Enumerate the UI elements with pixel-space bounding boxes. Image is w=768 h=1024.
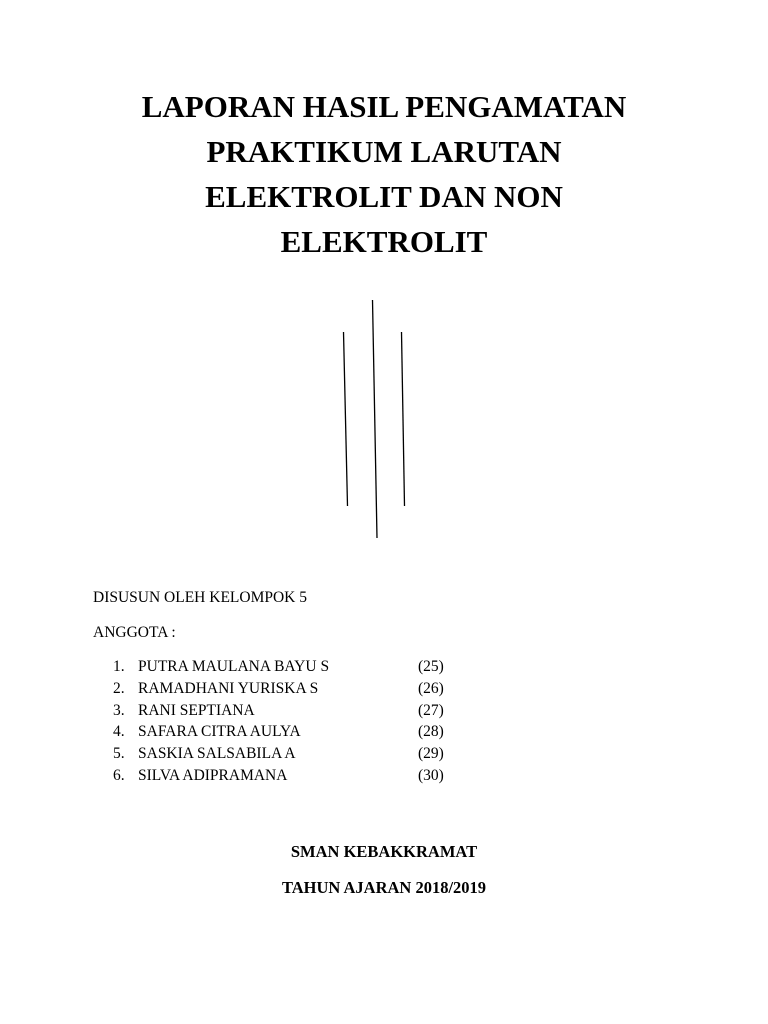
- member-code: (30): [418, 766, 444, 784]
- decor-line-left: [344, 332, 348, 506]
- member-code: (29): [418, 745, 444, 763]
- academic-year: TAHUN AJARAN 2018/2019: [281, 878, 487, 897]
- member-number: 2.: [113, 679, 125, 697]
- member-number: 4.: [113, 723, 125, 741]
- member-name: SAFARA CITRA AULYA: [138, 723, 301, 741]
- report-title: [0, 84, 768, 264]
- member-number: 3.: [113, 701, 125, 719]
- title-line-3: ELEKTROLIT DAN NON: [205, 179, 563, 214]
- member-name: RAMADHANI YURISKA S: [138, 679, 319, 697]
- member-code: (28): [418, 723, 444, 741]
- member-row: [113, 656, 473, 678]
- member-name: RANI SEPTIANA: [138, 701, 255, 719]
- member-name: SILVA ADIPRAMANA: [138, 766, 288, 784]
- member-number: 6.: [113, 766, 125, 784]
- member-row: [113, 765, 473, 787]
- member-code: (25): [418, 658, 444, 675]
- member-number: 5.: [113, 745, 125, 763]
- member-number: 1.: [113, 658, 125, 675]
- decor-line-right: [402, 332, 405, 506]
- member-row: [113, 700, 473, 722]
- school-name: SMAN KEBAKKRAMAT: [290, 842, 478, 861]
- title-line-1: LAPORAN HASIL PENGAMATAN: [141, 89, 627, 124]
- member-row: [113, 743, 473, 765]
- member-list: [113, 656, 473, 787]
- title-line-2: PRAKTIKUM LARUTAN: [206, 134, 562, 169]
- author-line: DISUSUN OLEH KELOMPOK 5: [93, 589, 307, 606]
- member-code: (26): [418, 679, 444, 697]
- member-row: [113, 678, 473, 700]
- title-line-4: ELEKTROLIT: [280, 224, 488, 259]
- decor-line-center: [373, 300, 378, 538]
- member-name: PUTRA MAULANA BAYU S: [138, 658, 330, 675]
- members-label: ANGGOTA :: [93, 624, 176, 641]
- member-name: SASKIA SALSABILA A: [138, 745, 296, 763]
- member-code: (27): [418, 701, 444, 719]
- member-row: [113, 721, 473, 743]
